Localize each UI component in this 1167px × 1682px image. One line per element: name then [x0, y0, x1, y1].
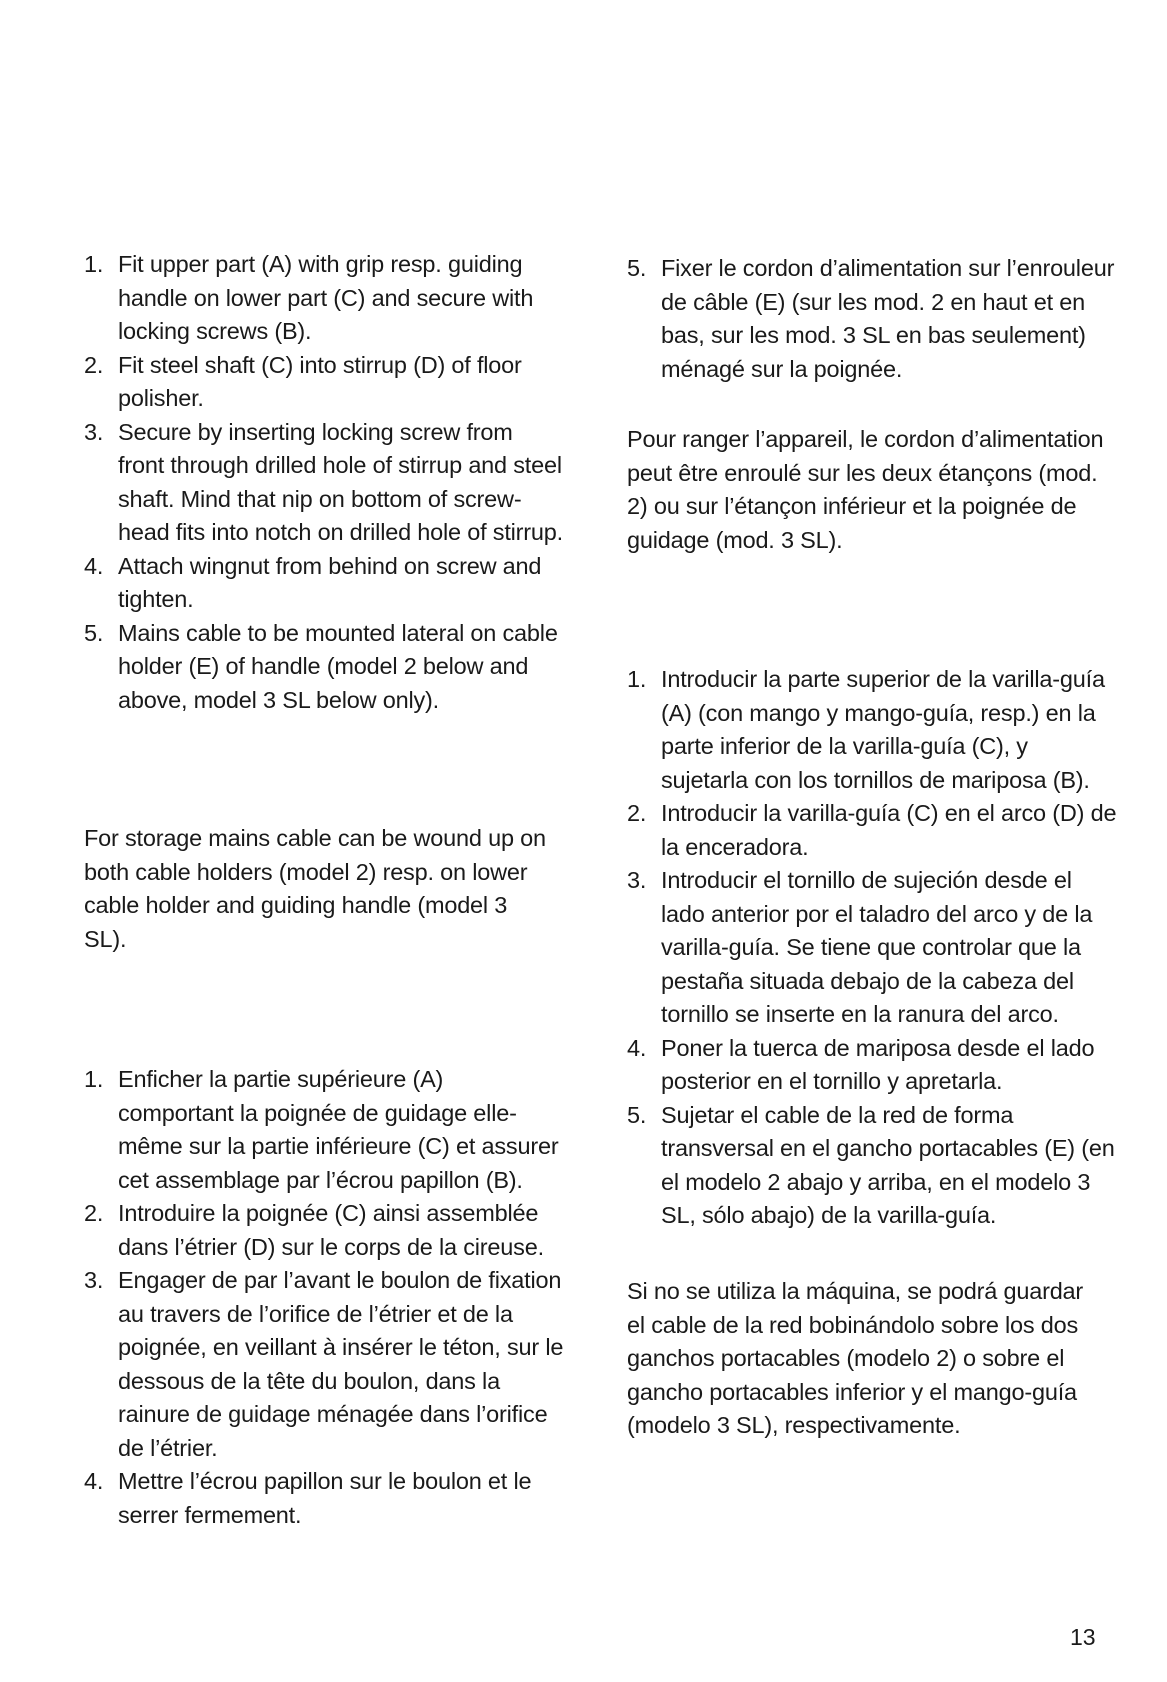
french-assembly-steps — [84, 1063, 564, 1532]
list-item — [84, 617, 564, 718]
step-text: Sujetar el cable de la red de forma transversal en el gancho portacables (E) (en el modelo 2 abajo y arriba, en el modelo 3 SL, sólo abajo) de la varilla-guía. — [661, 1101, 1115, 1228]
step-text: Attach wingnut from behind on screw and tighten. — [118, 552, 542, 612]
list-item — [84, 550, 564, 617]
list-item — [627, 864, 1117, 1032]
step-number: 1. — [627, 666, 647, 692]
step-text: Poner la tuerca de mariposa desde el lado posterior en el tornillo y apretarla. — [661, 1034, 1095, 1094]
list-item — [84, 1197, 564, 1264]
french-assembly-step-5 — [627, 252, 1117, 386]
step-number: 5. — [84, 619, 104, 646]
step-text: Enficher la partie supérieure (A) comportant la poignée de guidage elle-même sur la partie inférieure (C) et assurer cet assemblage par l’écrou papillon (B). — [118, 1066, 559, 1193]
step-text: Fixer le cordon d’alimentation sur l’enrouleur de câble (E) (sur les mod. 2 en haut et en bas, sur les mod. 3 SL en bas seulement) ménagé sur la poignée. — [661, 255, 1115, 382]
list-item — [84, 1465, 564, 1532]
step-number: 1. — [84, 251, 104, 277]
page-number: 13 — [1070, 1624, 1096, 1650]
step-number: 5. — [627, 1101, 647, 1128]
list-item — [627, 252, 1117, 386]
english-assembly-steps — [84, 248, 564, 717]
english-storage-note: For storage mains cable can be wound up on both cable holders (model 2) resp. on lower cable holder and guiding handle (model 3 SL). — [84, 825, 546, 952]
step-text: Introducir la varilla-guía (C) en el arco (D) de la enceradora. — [661, 800, 1117, 860]
list-item — [627, 797, 1117, 864]
french-storage-note: Pour ranger l’appareil, le cordon d’alimentation peut être enroulé sur les deux étançons (mod. 2) ou sur l’étançon inférieur et la poignée de guidage (mod. 3 SL). — [627, 426, 1104, 553]
step-number: 3. — [84, 418, 104, 445]
step-number: 3. — [627, 867, 647, 893]
step-number: 2. — [627, 800, 647, 826]
step-text: Introduire la poignée (C) ainsi assemblée dans l’étrier (D) sur le corps de la cireuse. — [118, 1200, 544, 1260]
step-number: 2. — [84, 351, 104, 378]
spanish-assembly-steps — [627, 663, 1117, 1233]
step-text: Fit upper part (A) with grip resp. guiding handle on lower part (C) and secure with locking screws (B). — [118, 251, 534, 344]
step-number: 3. — [84, 1267, 104, 1293]
list-item — [627, 1032, 1117, 1099]
list-item — [84, 416, 564, 550]
step-number: 4. — [84, 1468, 104, 1494]
step-text: Fit steel shaft (C) into stirrup (D) of floor polisher. — [118, 351, 522, 411]
list-item — [84, 1063, 564, 1197]
spanish-storage-note: Si no se utiliza la máquina, se podrá guardar el cable de la red bobinándolo sobre los dos ganchos portacables (modelo 2) o sobre el gancho portacables inferior y el mango-guía (modelo 3 SL), respectivamente. — [627, 1278, 1084, 1438]
list-item — [627, 1099, 1117, 1233]
step-number: 2. — [84, 1200, 104, 1226]
step-text: Introducir la parte superior de la varilla-guía (A) (con mango y mango-guía, resp.) en la parte inferior de la varilla-guía (C), y sujetarla con los tornillos de mariposa (B). — [661, 666, 1105, 793]
step-number: 4. — [84, 552, 104, 579]
list-item — [84, 248, 564, 349]
step-number: 1. — [84, 1066, 104, 1092]
list-item — [84, 1264, 564, 1465]
step-text: Mains cable to be mounted lateral on cable holder (E) of handle (model 2 below and above, model 3 SL below only). — [118, 619, 558, 713]
step-number: 5. — [627, 255, 647, 281]
list-item — [84, 349, 564, 416]
step-text: Secure by inserting locking screw from front through drilled hole of stirrup and steel shaft. Mind that nip on bottom of screw-head fits into notch on drilled hole of stirrup. — [118, 418, 564, 545]
step-text: Engager de par l’avant le boulon de fixation au travers de l’orifice de l’étrier et de la poignée, en veillant à insérer le téton, sur le dessous de la tête du boulon, dans la rainure de guidage ménagée dans l’orifice de l’étrier. — [118, 1267, 564, 1461]
list-item — [627, 663, 1117, 797]
step-text: Introducir el tornillo de sujeción desde el lado anterior por el taladro del arco y de la varilla-guía. Se tiene que controlar que la pestaña situada debajo de la cabeza del tornillo se inserte en la ranura del arco. — [661, 867, 1093, 1027]
step-number: 4. — [627, 1034, 647, 1061]
step-text: Mettre l’écrou papillon sur le boulon et le serrer fermement. — [118, 1468, 532, 1528]
